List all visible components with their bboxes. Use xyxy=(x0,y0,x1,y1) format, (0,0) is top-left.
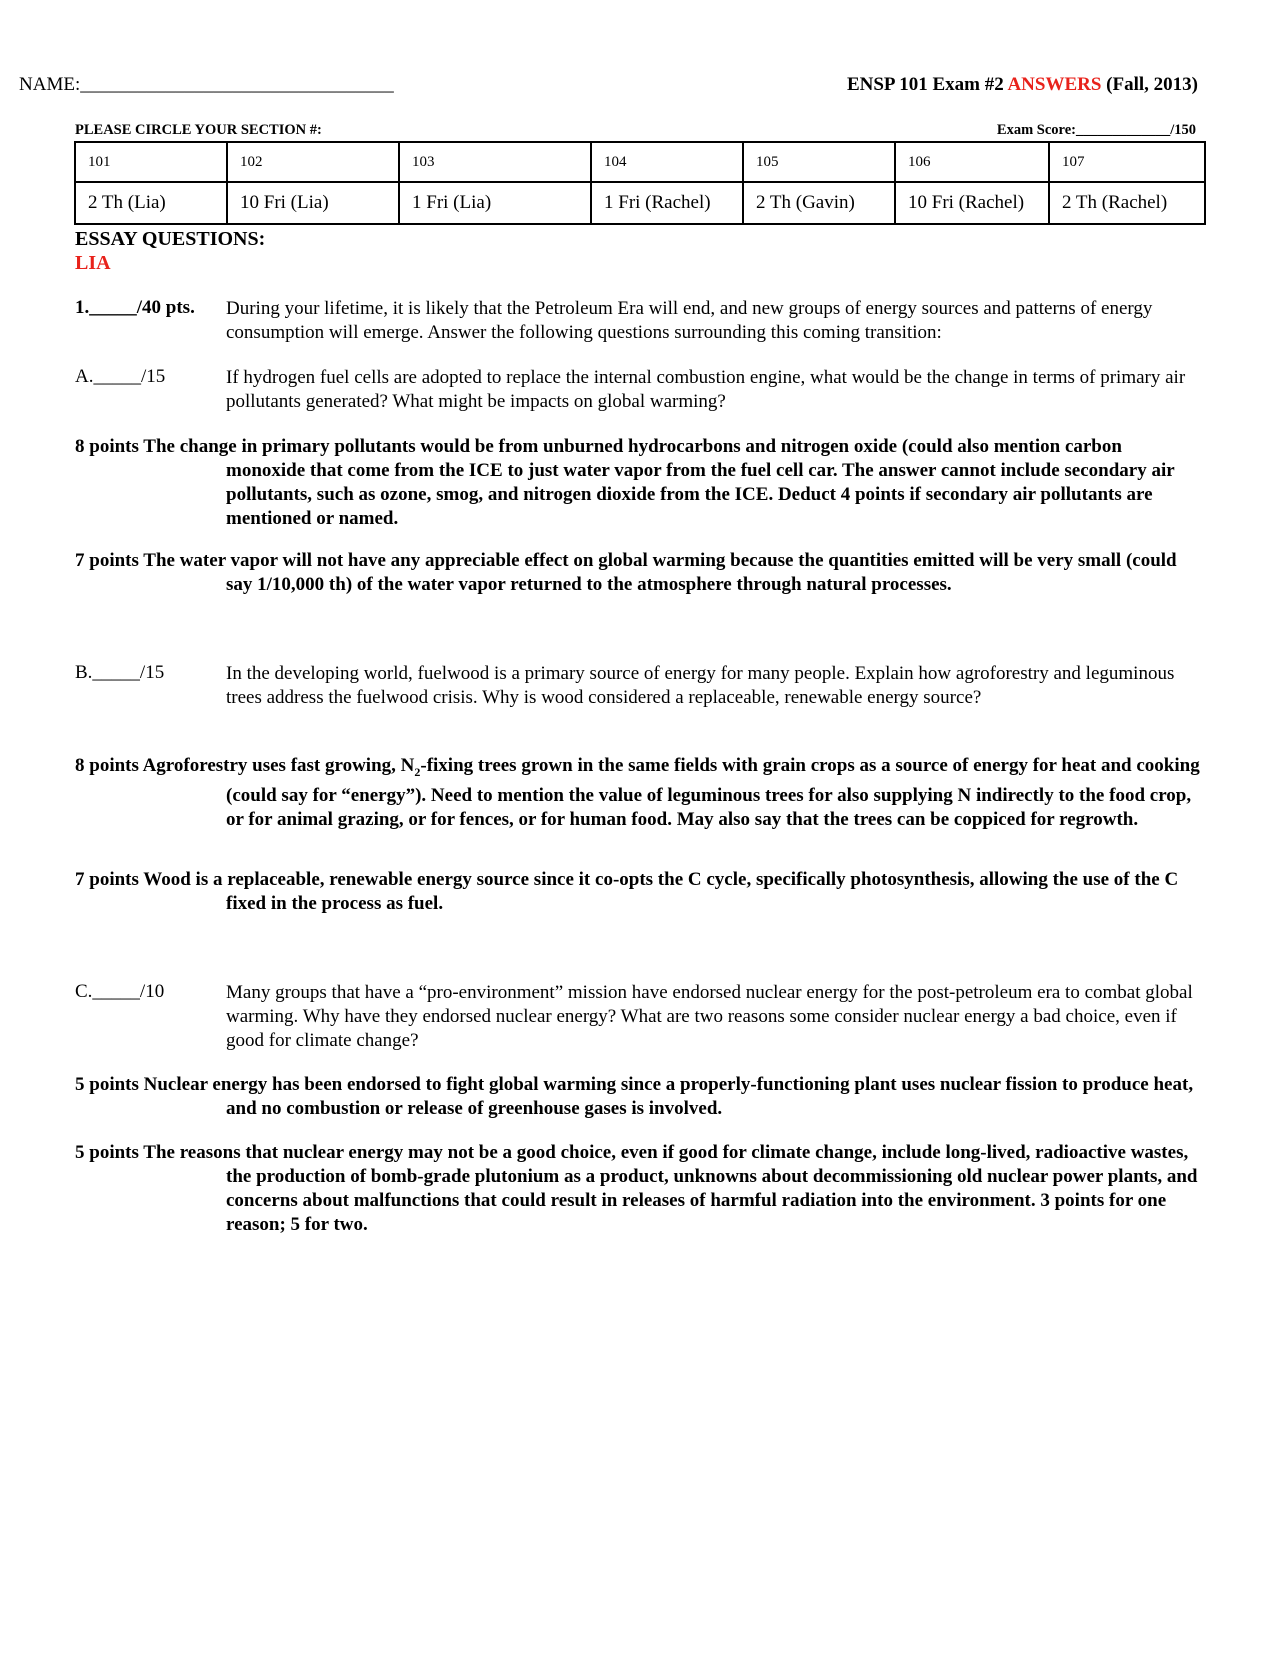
part-b-answer-1-post: -fixing trees grown in the same fields with grain crops as a source of energy for heat and cooking (could say for “energy”). Need to mention the value of leguminous trees for also supplying N indirectly to the food crop, or for animal grazing, or for fences, or for human food. May also say that the trees can be coppiced for regrowth. xyxy=(226,755,1200,830)
section-time: 10 Fri (Lia) xyxy=(227,182,399,224)
exam-term: (Fall, 2013) xyxy=(1101,74,1198,95)
section-number: 101 xyxy=(75,142,227,182)
section-time-row xyxy=(75,182,1205,224)
section-time: 2 Th (Gavin) xyxy=(743,182,895,224)
part-a-answer-1-text: 8 points The change in primary pollutants would be from unburned hydrocarbons and nitrogen oxide (could also mention carbon monoxide that come from the ICE to just water vapor from the fuel cell car. The answer cannot include secondary air pollutants, such as ozone, smog, and nitrogen dioxide from the ICE. Deduct 4 points if secondary air pollutants are mentioned or named. xyxy=(75,436,1175,529)
part-b-answer-1 xyxy=(75,754,1205,832)
section-number-row xyxy=(75,142,1205,182)
part-c-answer-2 xyxy=(75,1141,1205,1237)
section-number: 102 xyxy=(227,142,399,182)
part-b-answer-2 xyxy=(75,868,1205,916)
part-a-answer-2 xyxy=(75,549,1205,597)
question-1-text: During your lifetime, it is likely that the Petroleum Era will end, and new groups of energy sources and patterns of energy consumption will emerge. Answer the following questions surrounding this coming transition: xyxy=(226,298,1153,343)
answers-word: ANSWERS xyxy=(1007,74,1102,95)
section-time: 1 Fri (Rachel) xyxy=(591,182,743,224)
part-c-answer-1-text: 5 points Nuclear energy has been endorsed to fight global warming since a properly-functioning plant uses nuclear fission to produce heat, and no combustion or release of greenhouse gases is involved. xyxy=(75,1074,1194,1119)
part-c-answer-1 xyxy=(75,1073,1205,1121)
exam-title xyxy=(847,74,1198,96)
question-1-label: 1._____/40 pts. xyxy=(75,297,195,318)
exam-score-label: Exam Score:_____________/150 xyxy=(996,122,1196,138)
part-a-answer-1 xyxy=(75,435,1205,531)
section-number: 106 xyxy=(895,142,1049,182)
section-number: 105 xyxy=(743,142,895,182)
section-label: PLEASE CIRCLE YOUR SECTION #: xyxy=(75,122,322,138)
section-time: 10 Fri (Rachel) xyxy=(895,182,1049,224)
part-b-answer-1-pre: 8 points Agroforestry uses fast growing, N xyxy=(75,755,415,776)
instructor-label: LIA xyxy=(75,252,111,274)
part-c-answer-2-text: 5 points The reasons that nuclear energy may not be a good choice, even if good for climate change, include long-lived, radioactive wastes, the production of bomb-grade plutonium as a product, unknowns about decommissioning old nuclear power plants, and concerns about malfunctions that could result in releases of harmful radiation into the environment. 3 points for one reason; 5 for two. xyxy=(75,1142,1198,1235)
section-time: 1 Fri (Lia) xyxy=(399,182,591,224)
name-field-label: NAME:_________________________________ xyxy=(19,74,394,95)
part-b-label: B._____/15 xyxy=(75,662,165,683)
section-time: 2 Th (Lia) xyxy=(75,182,227,224)
part-b-text: In the developing world, fuelwood is a primary source of energy for many people. Explain how agroforestry and leguminous trees address the fuelwood crisis. Why is wood considered a replaceable, renewable energy source? xyxy=(226,663,1175,708)
section-number: 103 xyxy=(399,142,591,182)
part-a-label: A._____/15 xyxy=(75,366,166,387)
part-a-answer-2-text: 7 points The water vapor will not have any appreciable effect on global warming because the quantities emitted will be very small (could say 1/10,000 th) of the water vapor returned to the atmosphere through natural processes. xyxy=(75,550,1177,595)
part-c-text: Many groups that have a “pro-environment” mission have endorsed nuclear energy for the post-petroleum era to combat global warming. Why have they endorsed nuclear energy? What are two reasons some consider nuclear energy a bad choice, even if good for climate change? xyxy=(226,982,1193,1051)
part-a-text: If hydrogen fuel cells are adopted to replace the internal combustion engine, what would be the change in terms of primary air pollutants generated? What might be impacts on global warming? xyxy=(226,367,1186,412)
part-b-answer-1-text xyxy=(75,754,1205,832)
essay-heading: ESSAY QUESTIONS: xyxy=(75,228,266,250)
section-table xyxy=(74,141,1206,225)
section-number: 107 xyxy=(1049,142,1205,182)
part-c-label: C._____/10 xyxy=(75,981,165,1002)
section-time: 2 Th (Rachel) xyxy=(1049,182,1205,224)
subscript-2: 2 xyxy=(414,764,421,779)
exam-title-main: ENSP 101 Exam #2 xyxy=(846,74,1008,95)
part-b-answer-2-text: 7 points Wood is a replaceable, renewable energy source since it co-opts the C cycle, specifically photosynthesis, allowing the use of the C fixed in the process as fuel. xyxy=(75,869,1179,914)
section-number: 104 xyxy=(591,142,743,182)
